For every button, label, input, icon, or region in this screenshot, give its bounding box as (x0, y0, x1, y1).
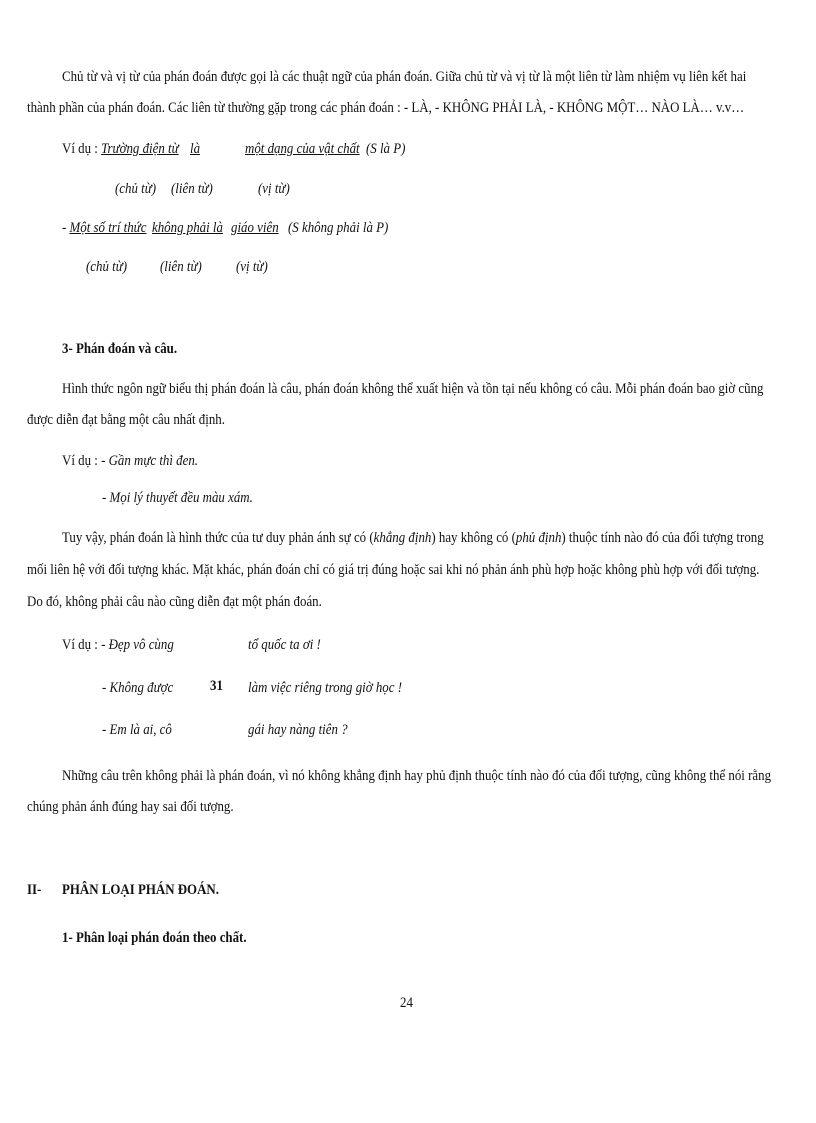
example-subject: Một số trí thức (69, 220, 147, 236)
paragraph-line: thành phần của phán đoán. Các liên từ thường gặp trong các phán đoán : - LÀ, - KHÔNG PHẢI LÀ, - KHÔNG MỘT… NÀO LÀ… v.v… (27, 100, 745, 116)
emphasis: khẳng định (373, 530, 432, 546)
text-run: ) thuộc tính nào đó của đối tượng trong (561, 530, 764, 546)
emphasis: phủ định (515, 530, 562, 546)
example-subject: Trường điện từ (101, 141, 179, 157)
sub-heading: 1- Phân loại phán đoán theo chất. (62, 930, 247, 946)
text-run: Tuy vậy, phán đoán là hình thức của tư duy phản ánh sự có ( (62, 530, 374, 546)
example-text: - Đẹp vô cùng (101, 637, 174, 653)
paragraph-line: Hình thức ngôn ngữ biểu thị phán đoán là câu, phán đoán không thể xuất hiện và tồn tại nếu không có câu. Mỗi phán đoán bao giờ cũng (62, 381, 764, 397)
paragraph-line: mối liên hệ với đối tượng khác. Mặt khác, phán đoán chỉ có giá trị đúng hoặc sai khi nó phản ánh phù hợp hoặc không phù hợp với đối tượng. (27, 562, 760, 578)
example-prefix: Ví dụ : (62, 141, 102, 157)
label-subject: (chủ từ) (115, 181, 157, 197)
example-text: - Em là ai, cô (102, 722, 172, 738)
example-formula: (S là P) (366, 141, 406, 157)
example-line (62, 635, 174, 655)
example-prefix: Ví dụ : (62, 637, 102, 653)
text-run: ) hay không có ( (431, 530, 516, 546)
label-predicate: (vị từ) (258, 181, 290, 197)
label-predicate: (vị từ) (236, 259, 268, 275)
section-heading: PHÂN LOẠI PHÁN ĐOÁN. (62, 882, 219, 898)
paragraph-line: chúng phản ánh đúng hay sai đối tượng. (27, 799, 234, 815)
example-predicate: một dạng của vật chất (245, 141, 360, 157)
label-copula: (liên từ) (160, 259, 202, 275)
example-text: - Mọi lý thuyết đều màu xám. (102, 490, 253, 506)
paragraph-line: được diễn đạt bằng một câu nhất định. (27, 412, 225, 428)
example-1 (62, 139, 179, 159)
example-prefix: Ví dụ : (62, 453, 102, 469)
example-text: - Không được (102, 680, 174, 696)
page-number: 24 (400, 995, 413, 1011)
section-heading: 3- Phán đoán và câu. (62, 341, 178, 357)
example-copula: không phải là (152, 220, 223, 236)
example-text: gái hay nàng tiên ? (248, 722, 348, 738)
paragraph-line: Chủ từ và vị từ của phán đoán được gọi là các thuật ngữ của phán đoán. Giữa chủ từ và vị từ là một liên từ làm nhiệm vụ liên kết hai (62, 69, 747, 85)
section-numeral: II- (27, 882, 42, 898)
example-formula: (S không phải là P) (288, 220, 389, 236)
paragraph-line (62, 528, 764, 548)
paragraph-line: Những câu trên không phải là phán đoán, vì nó không khẳng định hay phủ định thuộc tính nào đó của đối tượng, cũng không thể nói rằng (62, 768, 772, 784)
example-text: làm việc riêng trong giờ học ! (248, 680, 403, 696)
example-text: tổ quốc ta ơi ! (248, 637, 321, 653)
example-2 (62, 218, 146, 238)
label-subject: (chủ từ) (86, 259, 128, 275)
example-line (62, 451, 198, 471)
paragraph-line: Do đó, không phải câu nào cũng diễn đạt một phán đoán. (27, 594, 322, 610)
label-copula: (liên từ) (171, 181, 213, 197)
example-prefix: - (62, 220, 70, 236)
example-copula: là (190, 141, 201, 157)
example-text: - Gần mực thì đen. (101, 453, 199, 469)
stray-number: 31 (210, 678, 223, 694)
example-predicate: giáo viên (231, 220, 279, 236)
